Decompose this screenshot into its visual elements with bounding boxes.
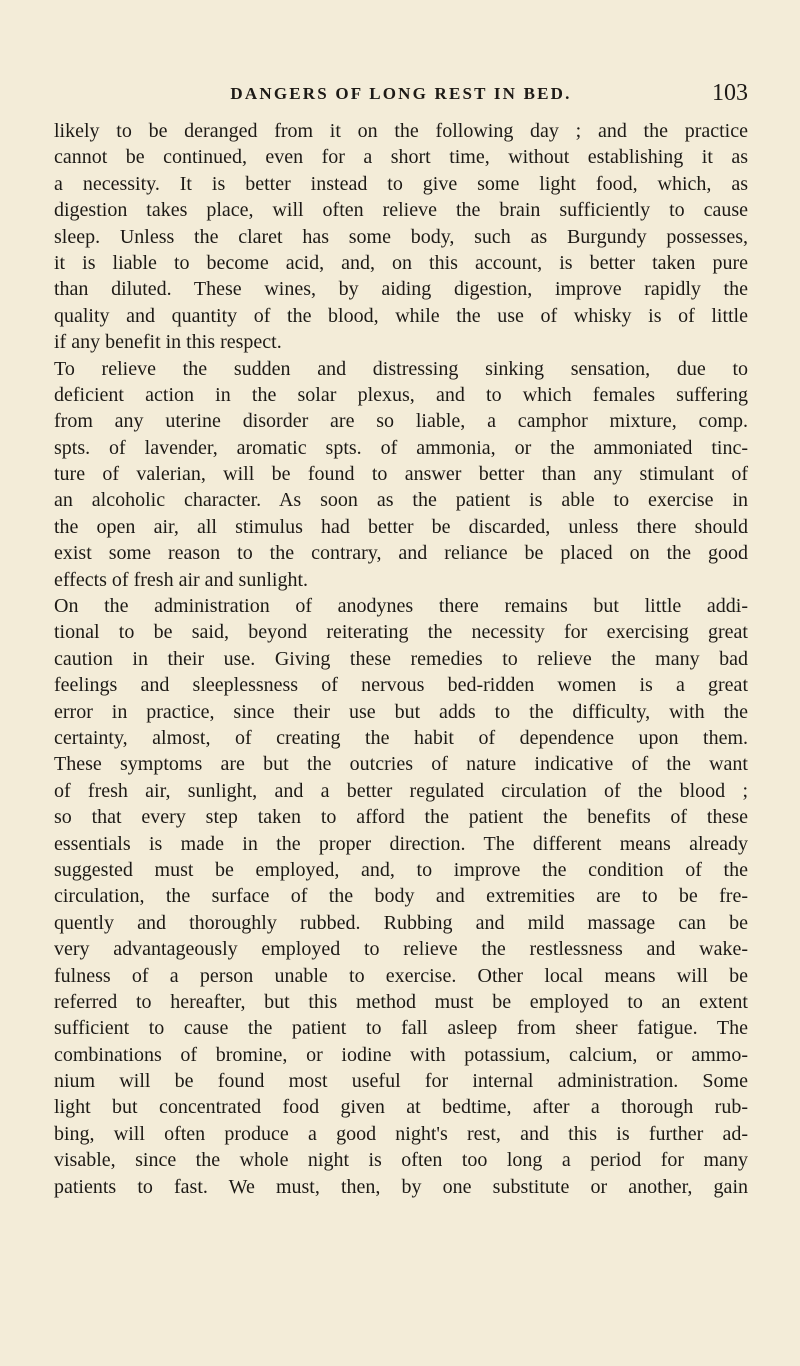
text-line: spts. of lavender, aromatic spts. of ammonia, or the ammoniated tinc-	[54, 436, 748, 459]
paragraph-end-line: if any benefit in this respect.	[54, 331, 282, 354]
text-line: fulness of a person unable to exercise. Other local means will be	[54, 964, 748, 987]
text-line: exist some reason to the contrary, and reliance be placed on the good	[54, 542, 748, 565]
text-line: sufficient to cause the patient to fall asleep from sheer fatigue. The	[54, 1017, 748, 1040]
text-line: digestion takes place, will often relieve the brain sufficiently to cause	[54, 199, 748, 222]
text-line: visable, since the whole night is often too long a period for many	[54, 1149, 748, 1172]
body-text	[54, 118, 748, 1200]
text-line: an alcoholic character. As soon as the patient is able to exercise in	[54, 489, 748, 512]
text-line: of fresh air, sunlight, and a better regulated circulation of the blood ;	[54, 779, 748, 802]
text-line: ture of valerian, will be found to answer better than any stimulant of	[54, 463, 748, 486]
text-line: cannot be continued, even for a short time, without establishing it as	[54, 146, 748, 169]
text-line: certainty, almost, of creating the habit of dependence upon them.	[54, 726, 748, 749]
text-line: very advantageously employed to relieve the restlessness and wake-	[54, 938, 748, 961]
text-line: the open air, all stimulus had better be discarded, unless there should	[54, 515, 748, 538]
text-line: suggested must be employed, and, to improve the condition of the	[54, 858, 748, 881]
paragraph-start-line: On the administration of anodynes there remains but little addi-	[54, 595, 748, 618]
text-line: bing, will often produce a good night's rest, and this is further ad-	[54, 1122, 748, 1145]
paragraph-start-line: To relieve the sudden and distressing sinking sensation, due to	[54, 357, 748, 380]
page-number: 103	[712, 80, 748, 106]
text-line: sleep. Unless the claret has some body, such as Burgundy possesses,	[54, 225, 748, 248]
text-line: nium will be found most useful for internal administration. Some	[54, 1070, 748, 1093]
text-line: essentials is made in the proper direction. The different means already	[54, 832, 748, 855]
text-line: quently and thoroughly rubbed. Rubbing and mild massage can be	[54, 911, 748, 934]
text-line: than diluted. These wines, by aiding digestion, improve rapidly the	[54, 278, 748, 301]
text-line: caution in their use. Giving these remedies to relieve the many bad	[54, 647, 748, 670]
text-line: it is liable to become acid, and, on this account, is better taken pure	[54, 251, 748, 274]
text-line: from any uterine disorder are so liable, a camphor mixture, comp.	[54, 410, 748, 433]
text-line: likely to be deranged from it on the following day ; and the practice	[54, 120, 748, 142]
text-line: combinations of bromine, or iodine with potassium, calcium, or ammo-	[54, 1043, 748, 1066]
text-line: error in practice, since their use but adds to the difficulty, with the	[54, 700, 748, 723]
text-line: referred to hereafter, but this method must be employed to an extent	[54, 990, 748, 1013]
text-line: light but concentrated food given at bedtime, after a thorough rub-	[54, 1096, 748, 1119]
text-line: circulation, the surface of the body and extremities are to be fre-	[54, 885, 748, 908]
text-line: a necessity. It is better instead to give some light food, which, as	[54, 172, 748, 195]
text-line: These symptoms are but the outcries of nature indicative of the want	[54, 753, 748, 776]
chapter-header: DANGERS OF LONG REST IN BED.	[230, 84, 572, 103]
text-line: so that every step taken to afford the patient the benefits of these	[54, 806, 748, 829]
text-line: patients to fast. We must, then, by one substitute or another, gain	[54, 1175, 748, 1198]
paragraph-end-line: effects of fresh air and sunlight.	[54, 568, 308, 591]
text-line: tional to be said, beyond reiterating the necessity for exercising great	[54, 621, 748, 644]
text-line: deficient action in the solar plexus, and to which females suffering	[54, 383, 748, 406]
text-line: feelings and sleeplessness of nervous bed-ridden women is a great	[54, 674, 748, 697]
text-line: quality and quantity of the blood, while the use of whisky is of little	[54, 304, 748, 327]
running-head	[54, 80, 748, 114]
